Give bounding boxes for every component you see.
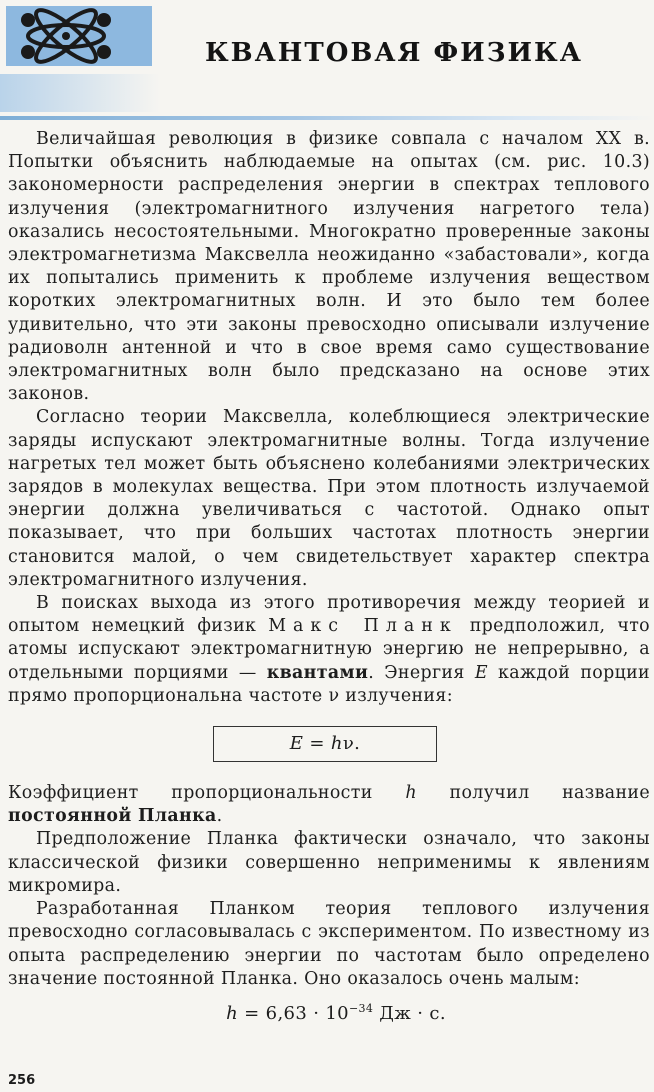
term-quanta: квантами [266,662,369,683]
paragraph-4: Коэффициент пропорциональности h получил название постоянной Планка. [8,783,650,827]
person-name: Макс Планк [268,616,458,637]
paragraph-5: Предположение Планка фактически означало, что законы классической физики совершенно неприменимы к явлениям микромира. [8,829,650,896]
chapter-title: КВАНТОВАЯ ФИЗИКА [205,38,583,68]
energy-formula-box: E = hν. [213,726,437,762]
planck-constant-formula: $h = 6,63 \cdot 10^{-34}$ Дж · с. [226,1001,446,1024]
paragraph-2: Согласно теории Максвелла, колеблющиеся электрические заряды испускают электромагнитные волны. Тогда излучение нагретых тел может быть объяснено колебаниями электрических зарядов в молекулах вещества. При этом плотность излучаемой энергии должна увеличиваться с частотой. Однако опыт показывает, что при больших частотах плотность энергии становится малой, о чем свидетельствует характер спектра электромагнитного излучения. [8,407,650,590]
page-number: 256 [8,1073,36,1088]
paragraph-1: Величайшая революция в физике совпала с началом XX в. Попытки объяснить наблюдаемые на опытах (см. рис. 10.3) закономерности распределения энергии в спектрах теплового излучения (электромагнитного излучения нагретого тела) оказались несостоятельными. Многократно проверенные законы электромагнетизма Максвелла неожиданно «забастовали», когда их попытались применить к проблеме излучения веществом коротких электромагнитных волн. И это было тем более удивительно, что эти законы превосходно описывали излучение радиоволн антенной и что в свое время само существование электромагнитных волн было предсказано на основе этих законов. [8,129,650,405]
paragraph-6: Разработанная Планком теория теплового излучения превосходно согласовывалась с экспериментом. По известному из опыта распределению энергии по частотам было определено значение постоянной Планка. Оно оказалось очень малым: [8,899,650,989]
atom-icon [6,6,152,66]
decorative-strip [0,74,160,112]
chapter-header [0,0,654,124]
term-planck-constant: постоянной Планка [8,806,217,827]
header-rule [0,116,654,120]
paragraph-3: В поисках выхода из этого противоречия между теорией и опытом немецкий физик Макс Планк предположил, что атомы испускают электромагнитную энергию не непрерывно, а отдельными порциями — квантами. Энергия E каждой порции прямо пропорциональна частоте ν излучения: [8,593,650,706]
page-body [8,128,650,1026]
